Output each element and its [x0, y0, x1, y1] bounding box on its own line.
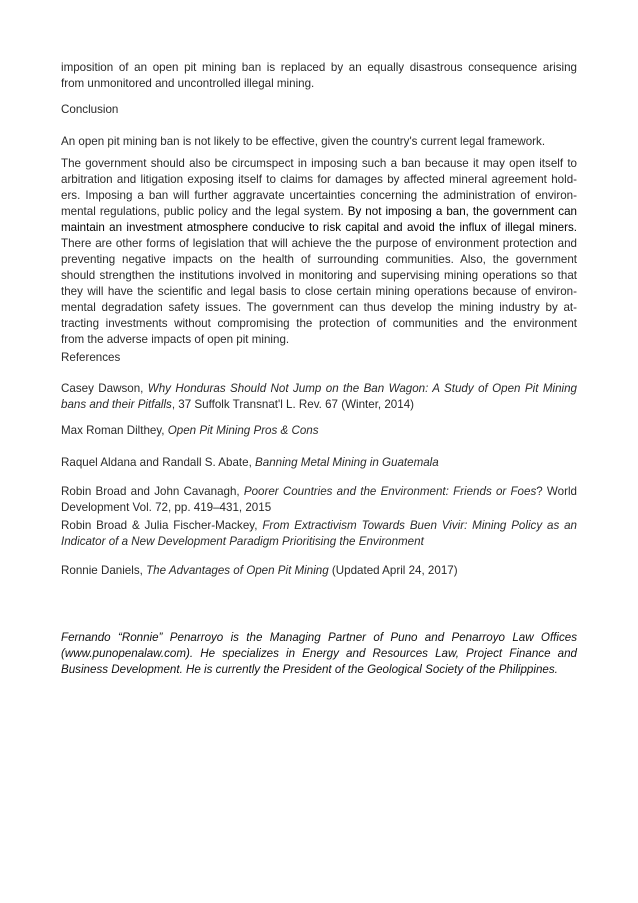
conclusion-line: preventing negative impacts on the health of surrounding communities. Also, the government — [61, 253, 577, 266]
intro-line-2: from unmonitored and uncontrolled illegal mining. — [61, 77, 315, 90]
author-bio-line: (www.punopenalaw.com). He specializes in Energy and Resources Law, Project Finance and — [61, 647, 577, 660]
reference-title: Poorer Countries and the Environment: Friends or Foes — [243, 485, 537, 498]
reference-source: , 37 Suffolk Transnat'l L. Rev. 67 (Winter, 2014) — [171, 398, 415, 411]
reference-item — [61, 518, 577, 550]
reference-author: Raquel Aldana and Randall S. Abate, — [61, 456, 256, 469]
author-bio-line: Business Development. He is currently the President of the Geological Society of the Philippines. — [61, 663, 558, 676]
reference-title: From Extractivism Towards Buen Vivir: Mining Policy as an — [262, 519, 577, 532]
highlighted-sentence-cont: maintain an investment atmosphere conducive to risk capital and avoid the influx of illegal miners. — [61, 221, 577, 234]
reference-source: Development Vol. 72, pp. 419–431, 2015 — [61, 501, 272, 514]
reference-item — [61, 484, 577, 516]
reference-title: bans and their Pitfalls — [61, 398, 172, 411]
references-heading: References — [61, 351, 121, 364]
conclusion-paragraph-1: An open pit mining ban is not likely to be effective, given the country's current legal framework. — [61, 135, 546, 148]
reference-source: (Updated April 24, 2017) — [328, 564, 458, 577]
conclusion-line: should strengthen the institutions involved in monitoring and supervising mining operations so that — [61, 269, 577, 282]
reference-item — [61, 423, 577, 439]
conclusion-line: from the adverse impacts of open pit mining. — [61, 333, 290, 346]
author-bio — [61, 630, 577, 678]
reference-item — [61, 563, 577, 579]
reference-title: Indicator of a New Development Paradigm Prioritising the Environment — [61, 535, 424, 548]
reference-author: Robin Broad and John Cavanagh, — [61, 485, 244, 498]
reference-title: Open Pit Mining Pros & Cons — [167, 424, 319, 437]
conclusion-line: they will have the scientific and legal basis to close certain mining operations because of environ- — [61, 285, 577, 298]
reference-item — [61, 381, 577, 413]
reference-author: Max Roman Dilthey, — [61, 424, 168, 437]
conclusion-line — [61, 204, 577, 220]
conclusion-line: There are other forms of legislation that will achieve the the purpose of environment protection and — [61, 237, 577, 250]
reference-title: Banning Metal Mining in Guatemala — [255, 456, 439, 469]
reference-author: Ronnie Daniels, — [61, 564, 147, 577]
reference-author: Robin Broad & Julia Fischer-Mackey, — [61, 519, 263, 532]
conclusion-paragraph-2 — [61, 156, 577, 348]
reference-title: The Advantages of Open Pit Mining — [146, 564, 329, 577]
intro-paragraph — [61, 60, 577, 92]
reference-source: ? World — [536, 485, 577, 498]
reference-item — [61, 455, 577, 471]
conclusion-heading: Conclusion — [61, 103, 119, 116]
conclusion-line: tracting investments without compromising the protection of communities and the environment — [61, 317, 577, 330]
conclusion-line: arbitration and litigation exposing itself to claims for damages by affected mineral agreement hold- — [61, 173, 577, 186]
conclusion-line: mental degradation safety issues. The government can thus develop the mining industry by at- — [61, 301, 577, 314]
conclusion-line: ers. Imposing a ban will further aggravate uncertainties concerning the administration of environ- — [61, 189, 577, 202]
reference-title: Why Honduras Should Not Jump on the Ban Wagon: A Study of Open Pit Mining — [147, 382, 577, 395]
conclusion-line-part: mental regulations, public policy and the legal system. — [61, 205, 344, 218]
highlighted-sentence: By not imposing a ban, the government can — [347, 205, 577, 218]
intro-line-1: imposition of an open pit mining ban is replaced by an equally disastrous consequence arising — [61, 61, 577, 74]
conclusion-line: The government should also be circumspect in imposing such a ban because it may open itself to — [61, 157, 577, 170]
reference-author: Casey Dawson, — [61, 382, 148, 395]
author-bio-line: Fernando “Ronnie” Penarroyo is the Managing Partner of Puno and Penarroyo Law Offices — [61, 631, 577, 644]
